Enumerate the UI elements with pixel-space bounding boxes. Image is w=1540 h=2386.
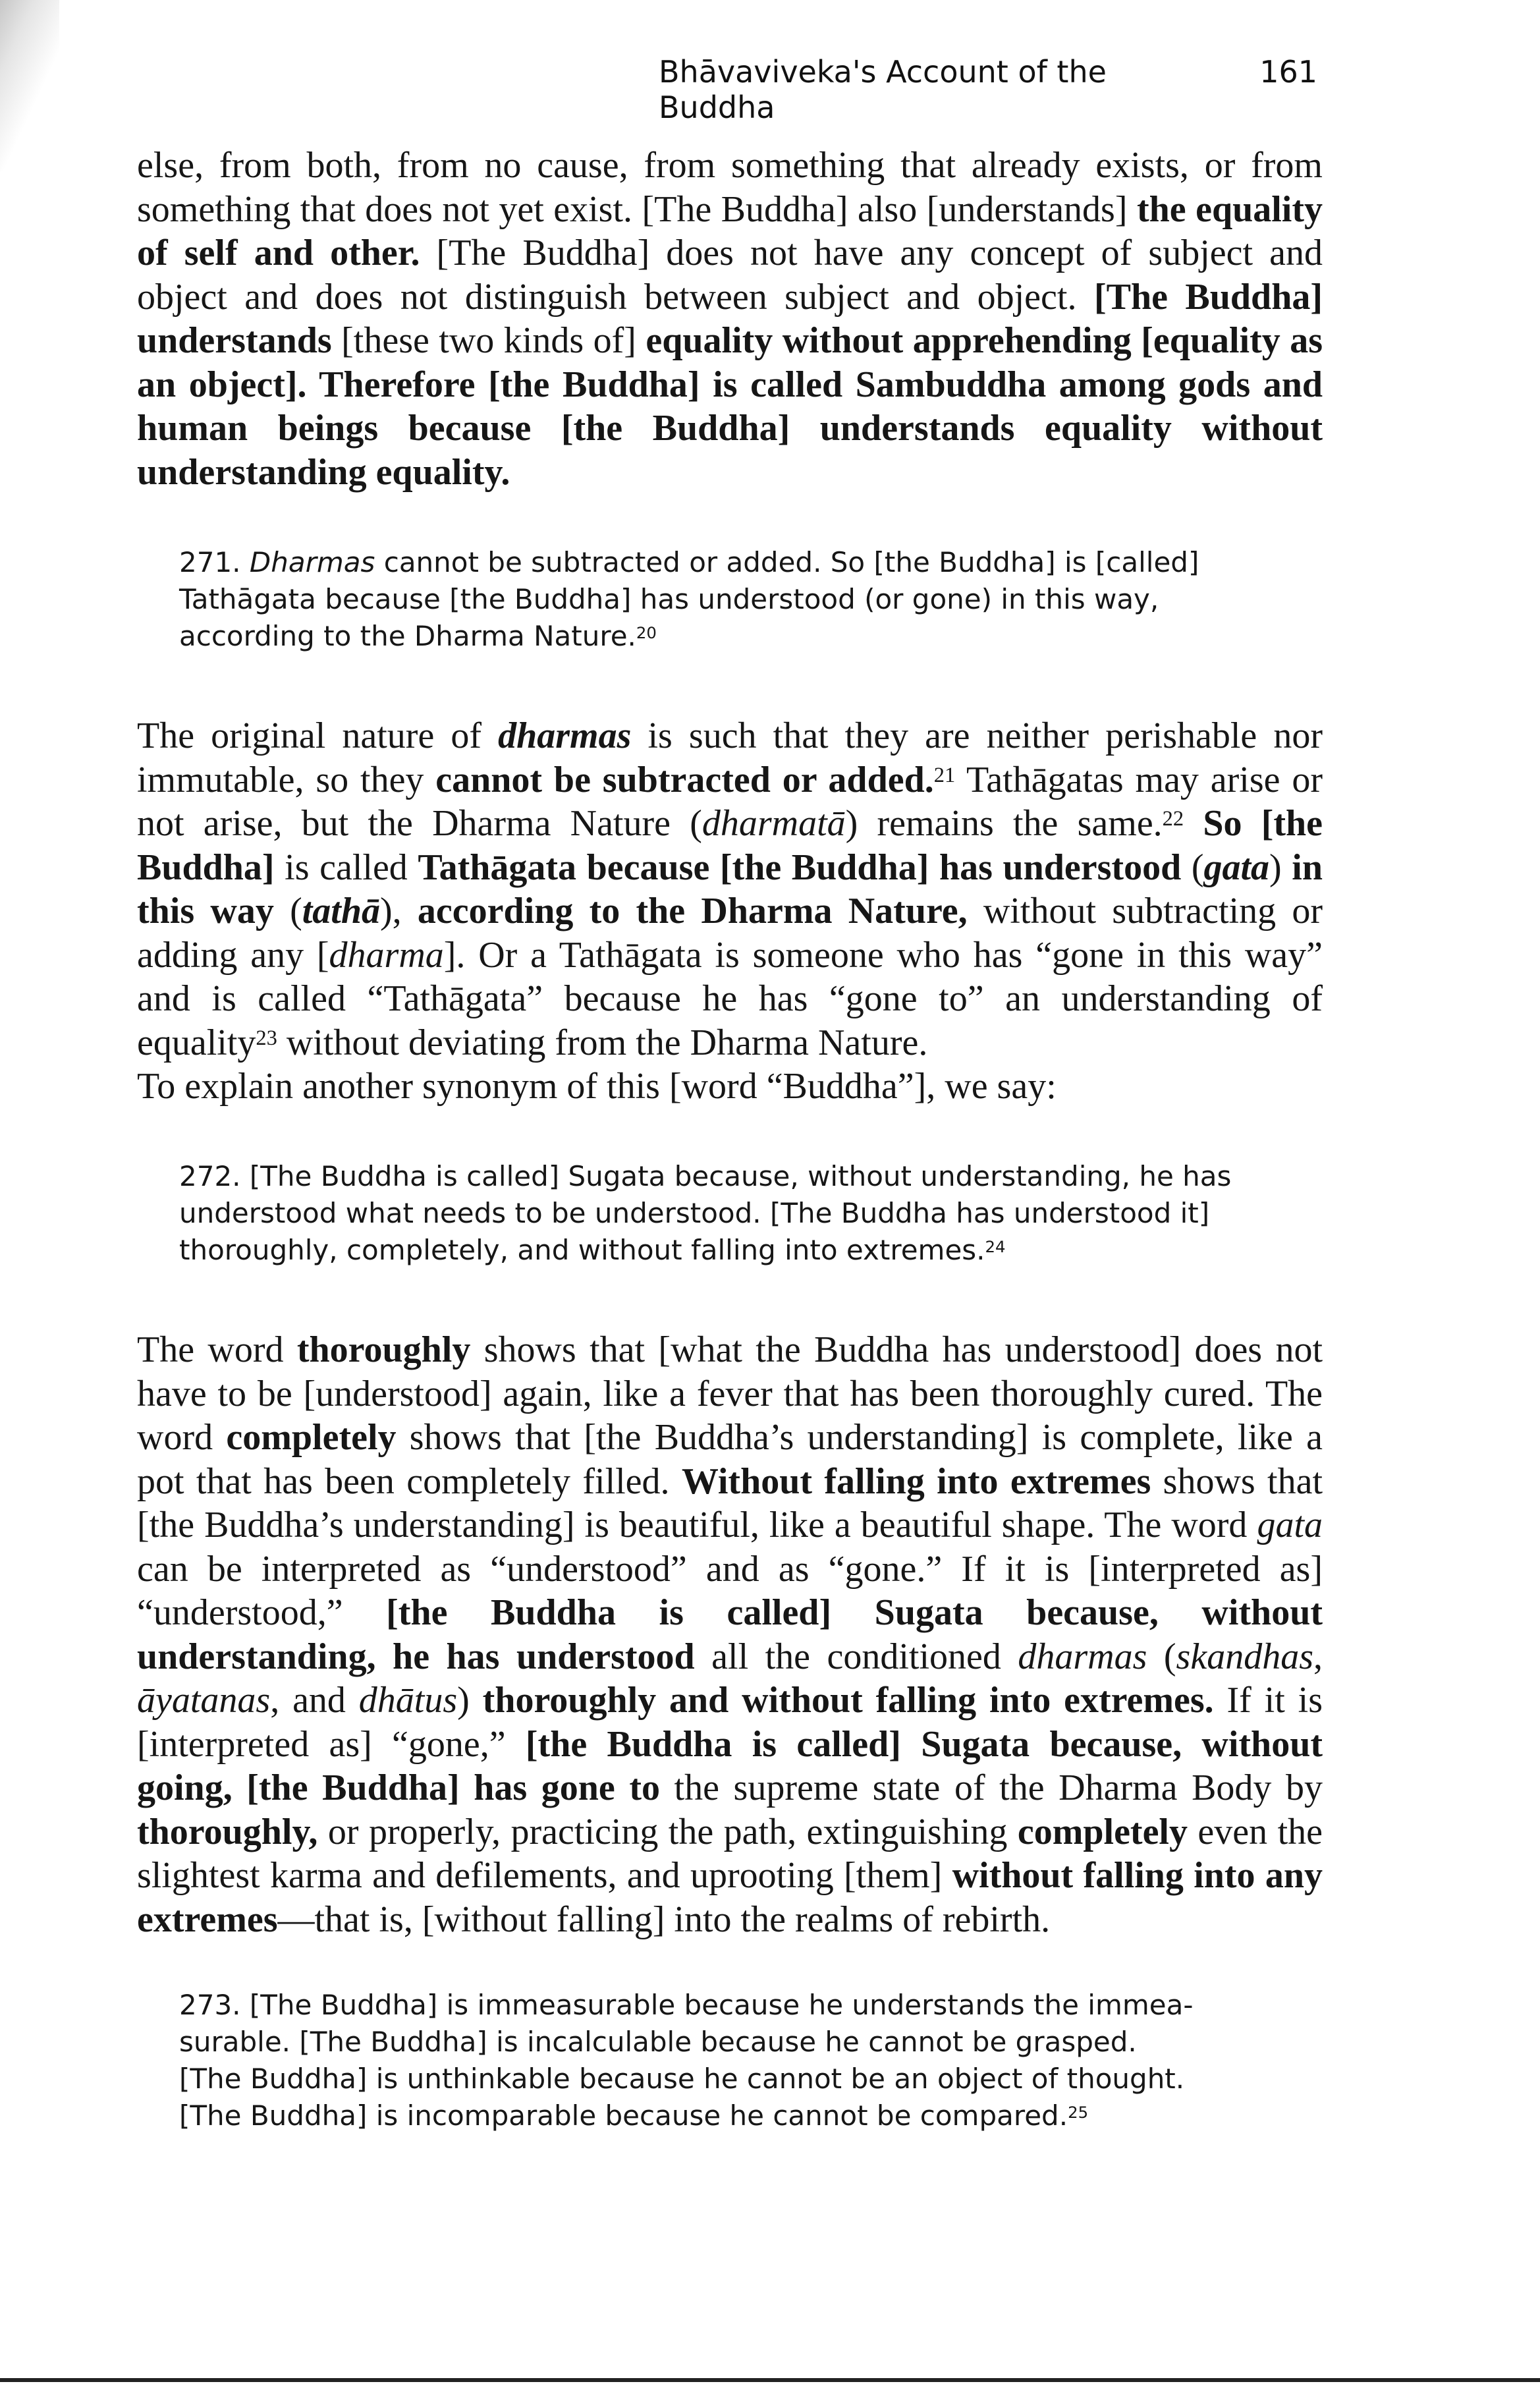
footnote-ref-24: 24 [985, 1237, 1006, 1257]
footnote-ref-25: 25 [1068, 2103, 1089, 2122]
verse-272: 272. [The Buddha is called] Sugata because, without understanding, he has understood what needs to be understood. [The Buddha has understood it] thoroughly, completely, and without falling into extremes.$^{24}$ [179, 1160, 1232, 1266]
page-number: 161 [1259, 54, 1317, 90]
footnote-ref-21: 21 [933, 763, 956, 787]
running-title: Bhāvaviveka's Account of the Buddha [659, 54, 1107, 125]
paragraph-synonym-intro: To explain another synonym of this [word “Buddha”], we say: [137, 1066, 1057, 1107]
scan-bottom-edge [0, 2378, 1540, 2382]
verse-271: 271. Dharmas cannot be subtracted or added. So [the Buddha] is [called] Tathāgata because [the Buddha] has understood (or gone) in this way, according to the Dharma Nature.$^{20}$ [179, 546, 1199, 652]
footnote-ref-22: 22 [1162, 807, 1184, 831]
verse-273: 273. [The Buddha] is immeasurable because he understands the immea- surable. [The Buddha] is incalculable because he cannot be grasped. [The Buddha] is unthinkable because he cannot be an object of thought. [The Buddha] is incomparable because he cannot be compared.$^{25}$ [179, 1989, 1194, 2132]
scan-edge-shadow [0, 0, 59, 171]
paragraph-tathagata: The original nature of dharmas is such that they are neither perishable nor immutable, so they cannot be subtracted or added.$^{21}$ Tathāgatas may arise or not arise, but the Dharma Nature (dharmatā) remains the same.$^{22}$ So [the Buddha] is called Tathāgata because [the Buddha] has understood (gata) in this way (tathā), according to the Dharma Nature, without subtracting or adding any [dharma]. Or a Tathāgata is someone who has “gone in this way” and is called “Tathāgata” because he has “gone to” an understanding of equality$^{23}$ without deviating from the Dharma Nature. [137, 715, 1323, 1063]
footnote-ref-20: 20 [636, 623, 657, 643]
paragraph-sugata: The word thoroughly shows that [what the Buddha has understood] does not have to be [understood] again, like a fever that has been thoroughly cured. The word completely shows that [the Buddha’s understanding] is complete, like a pot that has been completely filled. Without falling into extremes shows that [the Buddha’s understanding] is beautiful, like a beautiful shape. The word gata can be interpreted as “understood” and as “gone.” If it is [interpreted as] “understood,” [the Buddha is called] Sugata because, without understanding, he has understood all the conditioned dharmas (skandhas, āyatanas, and dhātus) thoroughly and without falling into extremes. If it is [interpreted as] “gone,” [the Buddha is called] Sugata because, without going, [the Buddha] has gone to the supreme state of the Dharma Body by thoroughly, or properly, practicing the path, extinguishing completely even the slightest karma and defilements, and uprooting [them] without falling into any extremes—that is, [without falling] into the realms of rebirth. [137, 1329, 1323, 1940]
footnote-ref-23: 23 [256, 1026, 277, 1050]
running-header [659, 54, 1317, 125]
paragraph-equality: else, from both, from no cause, from something that already exists, or from something that does not yet exist. [The Buddha] also [understands] the equality of self and other. [The Buddha] does not have any concept of subject and object and does not distinguish between subject and object. [The Buddha] understands [these two kinds of] equality without apprehending [equality as an object]. Therefore [the Buddha] is called Sambuddha among gods and human beings because [the Buddha] understands equality without understanding equality. [137, 145, 1323, 493]
